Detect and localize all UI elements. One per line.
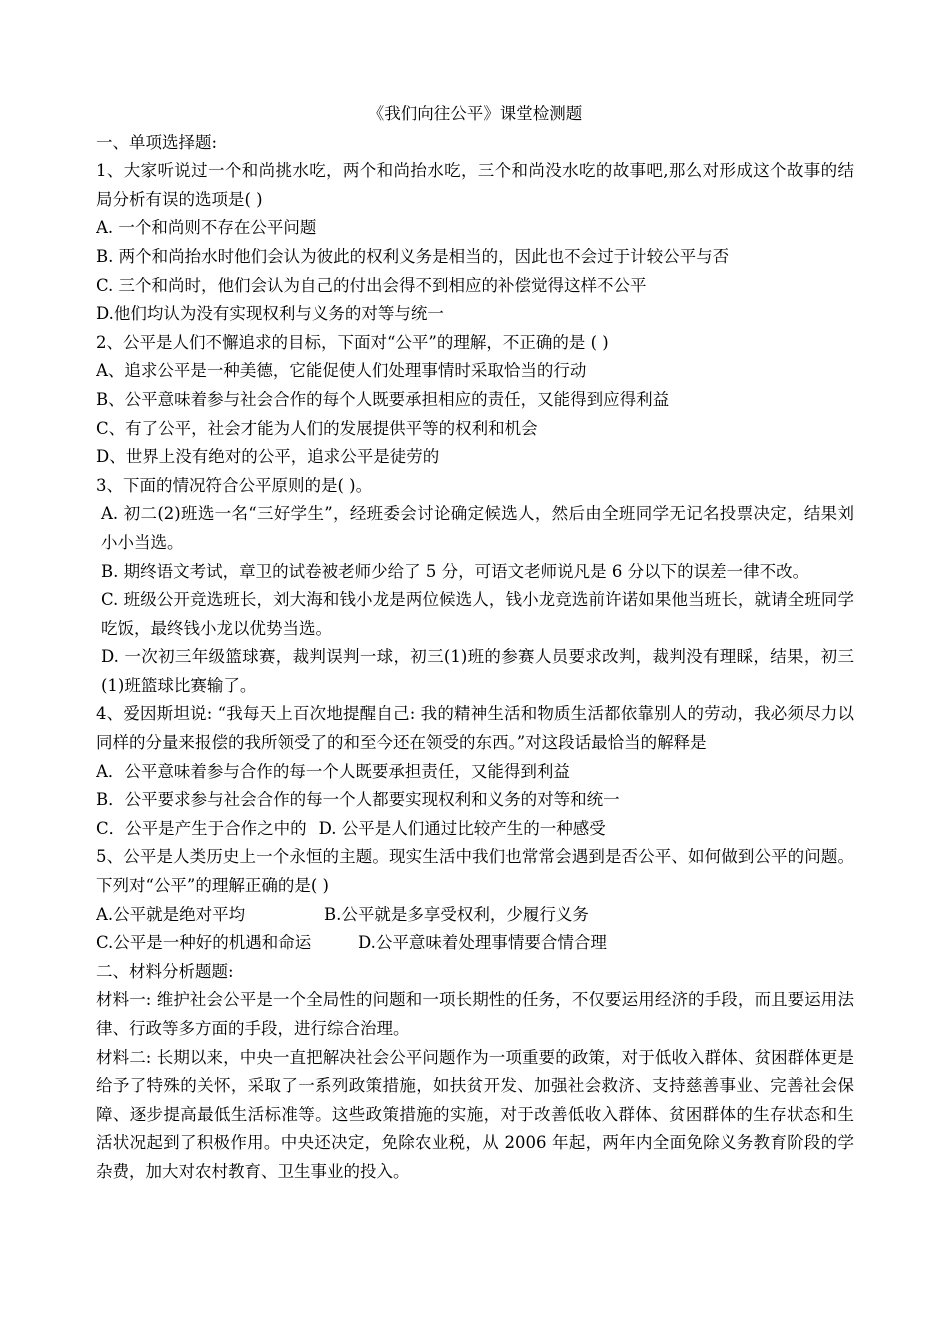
- question-2-option-d: D、世界上没有绝对的公平，追求公平是徒劳的: [96, 447, 440, 467]
- question-4-options-cd: [96, 815, 854, 844]
- question-4-stem: 4、爱因斯坦说: “我每天上百次地提醒自己: 我的精神生活和物质生活都依靠别人的劳动，我必须尽力以同样的分量来报偿的我所领受了的和至今还在领受的东西。”对这段话最恰当的解释是: [96, 704, 854, 753]
- question-1-option-a: A. 一个和尚则不存在公平问题: [96, 218, 317, 238]
- question-5-stem: 5、公平是人类历史上一个永恒的主题。现实生活中我们也常常会遇到是否公平、如何做到公平的问题。下列对“公平”的理解正确的是( ): [96, 847, 854, 896]
- question-2-option-c: C、有了公平，社会才能为人们的发展提供平等的权利和机会: [96, 418, 538, 438]
- section-heading-choice: 一、单项选择题:: [96, 132, 218, 152]
- question-3-option-a: A. 初二(2)班选一名“三好学生”，经班委会讨论确定候选人，然后由全班同学无记名投票决定，结果刘小小当选。: [101, 504, 854, 552]
- question-1-option-b: B. 两个和尚抬水时他们会认为彼此的权利义务是相当的，因此也不会过于计较公平与否: [96, 246, 730, 266]
- question-1-option-c: C. 三个和尚时，他们会认为自己的付出会得不到相应的补偿觉得这样不公平: [96, 275, 647, 295]
- material-2: 材料二: 长期以来，中央一直把解决社会公平问题作为一项重要的政策，对于低收入群体、贫困群体更是给予了特殊的关怀，采取了一系列政策措施，如扶贫开发、加强社会救济、支持慈善事业、完善社会保障、逐步提高最低生活标准等。这些政策措施的实施，对于改善低收入群体、贫困群体的生存状态和生活状况起到了积极作用。中央还决定，免除农业税，从 2006 年起，两年内全面免除义务教育阶段的学杂费，加大对农村教育、卫生事业的投入。: [96, 1047, 854, 1181]
- question-1-stem: 1、大家听说过一个和尚挑水吃，两个和尚抬水吃，三个和尚没水吃的故事吧,那么对形成这个故事的结局分析有误的选项是( ): [96, 161, 854, 209]
- question-5-options-ab: [96, 901, 854, 930]
- question-4-option-c: C．公平是产生于合作之中的: [96, 818, 307, 838]
- question-5-option-c: C.公平是一种好的机遇和命运: [96, 933, 312, 953]
- question-3-option-b: B. 期终语文考试，章卫的试卷被老师少给了 5 分，可语文老师说凡是 6 分以下的误差一律不改。: [101, 561, 810, 581]
- question-4-option-a: A．公平意味着参与合作的每一个人既要承担责任，又能得到利益: [96, 761, 570, 781]
- question-4-option-b: B．公平要求参与社会合作的每一个人都要实现权利和义务的对等和统一: [96, 790, 620, 810]
- question-2-option-a: A、追求公平是一种美德，它能促使人们处理事情时采取恰当的行动: [96, 361, 587, 381]
- question-3-option-d: D. 一次初三年级篮球赛，裁判误判一球，初三(1)班的参赛人员要求改判，裁判没有理睬，结果，初三(1)班篮球比赛输了。: [101, 647, 854, 695]
- question-5-option-a: A.公平就是绝对平均: [96, 904, 246, 924]
- question-3-option-c: C. 班级公开竞选班长，刘大海和钱小龙是两位候选人，钱小龙竞选前许诺如果他当班长，就请全班同学吃饭，最终钱小龙以优势当选。: [101, 590, 854, 638]
- question-5-options-cd: [96, 929, 854, 958]
- material-1: 材料一: 维护社会公平是一个全局性的问题和一项长期性的任务，不仅要运用经济的手段，而且要运用法律、行政等多方面的手段，进行综合治理。: [96, 990, 854, 1038]
- question-3-stem: 3、下面的情况符合公平原则的是( )。: [96, 475, 373, 495]
- question-2-option-b: B、公平意味着参与社会合作的每个人既要承担相应的责任，又能得到应得利益: [96, 389, 670, 409]
- page-title: 《我们向往公平》课堂检测题: [367, 104, 583, 123]
- question-5-option-d: D.公平意味着处理事情要合情合理: [358, 933, 607, 953]
- question-4-option-d: D. 公平是人们通过比较产生的一种感受: [318, 818, 606, 838]
- section-heading-material: 二、材料分析题题:: [96, 961, 234, 981]
- question-2-stem: 2、公平是人们不懈追求的目标，下面对“公平”的理解，不正确的是 ( ): [96, 332, 609, 352]
- question-5-option-b: B.公平就是多享受权利，少履行义务: [324, 904, 589, 924]
- question-1-option-d: D.他们均认为没有实现权利与义务的对等与统一: [96, 304, 444, 324]
